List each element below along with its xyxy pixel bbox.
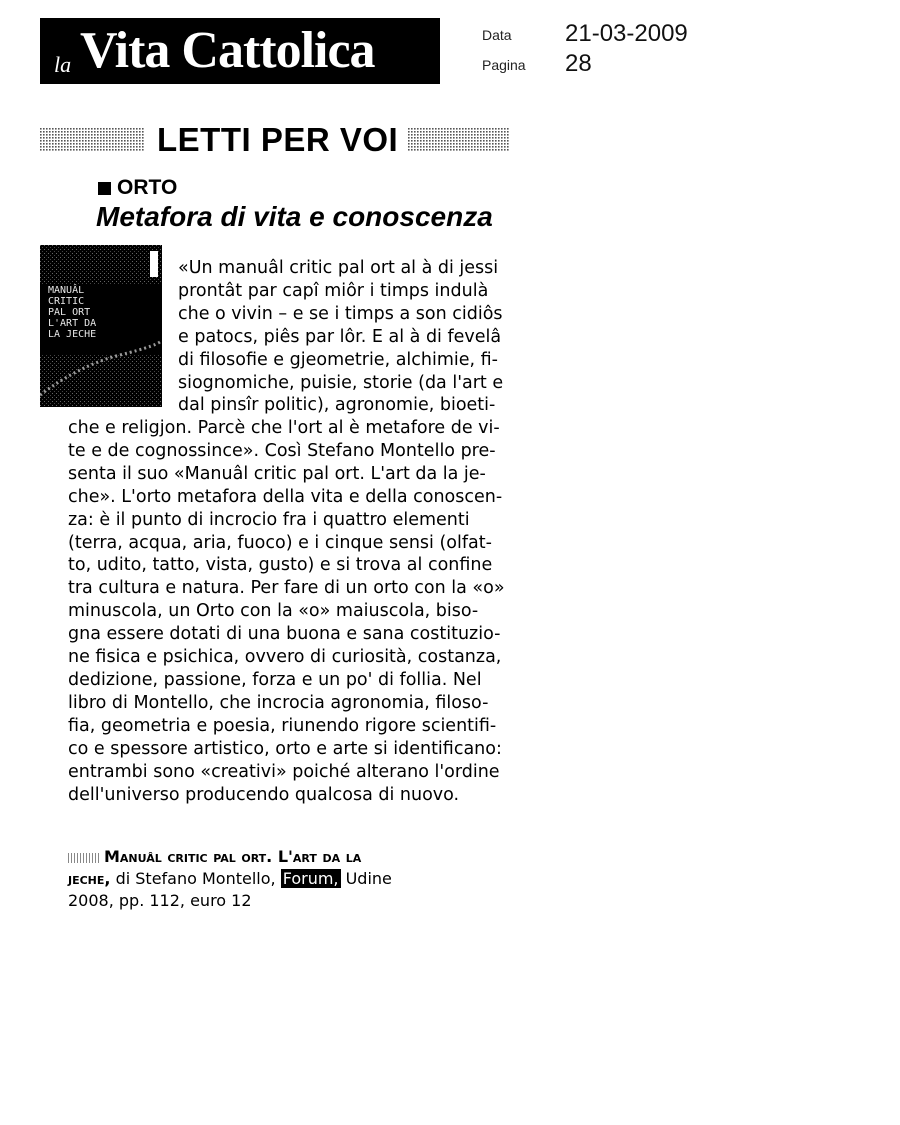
book-city: Udine bbox=[340, 869, 392, 888]
body-line: di filosofie e gjeometrie, alchimie, fi- bbox=[178, 349, 498, 370]
body-line: to, udito, tatto, vista, gusto) e si trova al confine bbox=[68, 555, 493, 576]
cover-line: MANUÂL bbox=[48, 285, 85, 296]
body-line: prontât par capî miôr i timps indulà bbox=[178, 280, 489, 301]
body-line: te e de cognossince». Così Stefano Montello pre- bbox=[68, 440, 496, 461]
date-label: Data bbox=[482, 27, 512, 43]
date-value: 21-03-2009 bbox=[565, 20, 688, 47]
section-title: LETTI PER VOI bbox=[157, 121, 399, 158]
body-line: (terra, acqua, aria, fuoco) e i cinque sensi (olfat- bbox=[68, 532, 492, 553]
body-line: ne fisica e psichica, ovvero di curiosità, costanza, bbox=[68, 647, 502, 668]
body-line: dell'universo producendo qualcosa di nuovo. bbox=[68, 784, 460, 805]
book-author: di Stefano Montello, bbox=[110, 869, 281, 888]
body-line: gna essere dotati di una buona e sana costituzio- bbox=[68, 624, 501, 645]
body-line: co e spessore artistico, orto e arte si identificano: bbox=[68, 738, 502, 759]
body-line: siognomiche, puisie, storie (da l'art e bbox=[178, 372, 504, 393]
body-line: entrambi sono «creativi» poiché alterano l'ordine bbox=[68, 761, 500, 782]
article-kicker bbox=[98, 176, 177, 200]
masthead-name: Vita Cattolica bbox=[80, 22, 375, 79]
body-line: che». L'orto metafora della vita e della conoscen- bbox=[68, 486, 503, 507]
body-line: libro di Montello, che incrocia agronomia, filoso- bbox=[68, 692, 489, 713]
cover-line: PAL ORT bbox=[48, 307, 91, 318]
body-line: che e religjon. Parcè che l'ort al è metafore de vi- bbox=[68, 418, 500, 438]
book-title-cont: jeche, bbox=[68, 869, 111, 888]
book-details: 2008, pp. 112, euro 12 bbox=[68, 891, 252, 910]
body-line: fia, geometria e poesia, riunendo rigore scientifi- bbox=[68, 715, 497, 736]
body-line: tra cultura e natura. Per fare di un orto con la «o» bbox=[68, 578, 505, 599]
section-bar-left bbox=[40, 128, 145, 152]
body-line: za: è il punto di incrocio fra i quattro elementi bbox=[68, 509, 470, 530]
publisher-badge: Forum, bbox=[282, 869, 339, 888]
cover-line: CRITIC bbox=[48, 296, 85, 307]
page-label: Pagina bbox=[482, 57, 526, 73]
kicker-text: ORTO bbox=[117, 176, 178, 199]
book-cover-image bbox=[40, 245, 162, 407]
masthead-logo bbox=[40, 18, 440, 84]
body-line: che o vivin – e se i timps a son cidiôs bbox=[178, 303, 503, 324]
cover-title bbox=[48, 285, 158, 340]
article-body-narrow bbox=[178, 257, 503, 417]
info-marker-icon bbox=[68, 853, 100, 863]
body-line: dal pinsîr politic), agronomie, bioeti- bbox=[178, 395, 496, 416]
cover-line: LA JECHE bbox=[48, 329, 97, 340]
page-value: 28 bbox=[565, 50, 592, 77]
body-line: senta il suo «Manuâl critic pal ort. L'art da la je- bbox=[68, 463, 486, 484]
book-title: Manuâl critic pal ort. L'art da la bbox=[104, 847, 362, 866]
article-body-full bbox=[68, 417, 505, 806]
masthead-prefix: la bbox=[54, 52, 72, 77]
body-line: minuscola, un Orto con la «o» maiuscola, biso- bbox=[68, 601, 479, 622]
book-info bbox=[68, 846, 392, 912]
square-bullet-icon bbox=[98, 182, 111, 195]
body-line: e patocs, piês par lôr. E al à di fevelâ bbox=[178, 326, 502, 347]
section-bar-right bbox=[408, 128, 510, 152]
cover-line: L'ART DA bbox=[48, 318, 97, 329]
body-line: dedizione, passione, forza e un po' di follia. Nel bbox=[68, 669, 482, 690]
article-headline: Metafora di vita e conoscenza bbox=[96, 201, 493, 232]
body-line: «Un manuâl critic pal ort al à di jessi bbox=[178, 258, 499, 278]
